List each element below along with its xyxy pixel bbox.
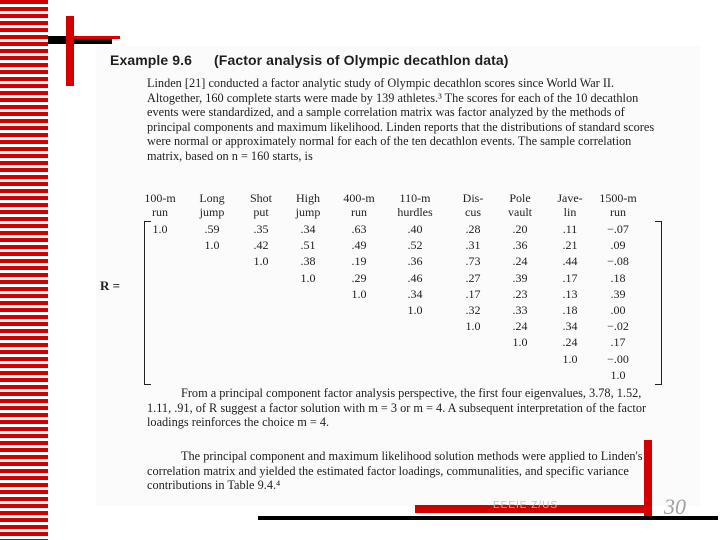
column-header-line: run: [351, 205, 367, 219]
matrix-cell: .63: [351, 222, 367, 236]
column-header: [283, 191, 333, 219]
matrix-cell: −.02: [607, 319, 629, 334]
example-title: (Factor analysis of Olympic decathlon data): [214, 52, 509, 68]
matrix-cell: .34: [562, 319, 578, 334]
matrix-cell: 1.0: [300, 270, 316, 285]
matrix-cell: .29: [351, 270, 367, 285]
column-header-line: run: [152, 205, 168, 219]
matrix-cell: 1.0: [512, 335, 528, 350]
matrix-cell: .34: [300, 222, 316, 236]
matrix-cell: 1.0: [152, 222, 168, 236]
matrix-cell: .27: [465, 270, 481, 285]
footer-bar-red-vertical: [644, 440, 652, 516]
intro-paragraph: Linden [21] conducted a factor analytic study of Olympic decathlon scores since World War II. Altogether, 160 complete starts were made by 139 athletes.³ The scores for each of the 10 decathlon events were standardized, and a sample correlation matrix was factor analyzed by the methods of principal components and maximum likelihood. Linden reports that the distributions of standard scores were normal or approximately normal for each of the ten decathlon events. The sample correlation matrix, based on n = 160 starts, is: [147, 76, 655, 163]
column-header-line: 400-m: [343, 191, 375, 205]
matrix-cell: 1.0: [407, 303, 423, 317]
matrix-cell: .36: [512, 238, 528, 253]
matrix-cell: −.07: [607, 222, 629, 236]
column-header: [236, 191, 286, 219]
column-header-line: 100-m: [144, 191, 176, 205]
matrix-cell: .49: [351, 238, 367, 253]
matrix-cell: −.08: [607, 254, 629, 269]
matrix-cell: .44: [562, 254, 578, 269]
matrix-cell: 1.0: [465, 319, 481, 334]
matrix-cell: .28: [465, 222, 481, 236]
column-header-line: 1500-m: [599, 191, 637, 205]
column-header-line: Pole: [509, 191, 531, 205]
matrix-cell: .39: [610, 286, 626, 301]
matrix-cell: .09: [610, 238, 626, 253]
matrix-cell: 1.0: [610, 367, 626, 382]
column-header: [187, 191, 237, 219]
matrix-cell: .18: [562, 303, 578, 317]
column-header: [334, 191, 384, 219]
matrix-cell: .13: [562, 286, 578, 301]
footer-bar-black: [258, 516, 718, 520]
column-header-line: jump: [295, 205, 321, 219]
matrix-bracket-right: [655, 221, 662, 385]
matrix-cell: .20: [512, 222, 528, 236]
matrix-cell: .24: [512, 254, 528, 269]
accent-bar-red-horizontal: [74, 36, 120, 39]
matrix-cell: .73: [465, 254, 481, 269]
matrix-cell: 1.0: [562, 351, 578, 366]
matrix-cell: .00: [610, 303, 626, 317]
matrix-cell: .38: [300, 254, 316, 269]
column-header-line: cus: [465, 205, 481, 219]
matrix-cell: .11: [562, 222, 578, 236]
example-number: Example 9.6: [110, 52, 193, 68]
matrix-cell: .23: [512, 286, 528, 301]
matrix-cell: .31: [465, 238, 481, 253]
column-header-line: vault: [508, 205, 532, 219]
matrix-cell: .17: [610, 335, 626, 350]
matrix-cell: 1.0: [204, 238, 220, 253]
column-header: [495, 191, 545, 219]
matrix-cell: .17: [465, 286, 481, 301]
footer-text: EEEIE Z/US: [493, 500, 559, 511]
example-heading: [110, 52, 509, 68]
page-number: 30: [664, 494, 686, 519]
matrix-cell: .59: [204, 222, 220, 236]
matrix-cell: .32: [465, 303, 481, 317]
matrix-cell: .24: [562, 335, 578, 350]
matrix-cell: 1.0: [351, 286, 367, 301]
decorative-stripes: [0, 0, 48, 540]
column-header: [545, 191, 595, 219]
matrix-cell: .24: [512, 319, 528, 334]
matrix-bracket-left: [144, 221, 151, 385]
column-header-line: hurdles: [397, 205, 433, 219]
matrix-label: R =: [100, 278, 121, 293]
matrix-cell: .18: [610, 270, 626, 285]
column-header-line: Long: [199, 191, 225, 205]
column-header-line: run: [610, 205, 626, 219]
solution-paragraph: The principal component and maximum likelihood solution methods were applied to Linden's correlation matrix and yielded the estimated factor loadings, communalities, and specific variance contributions in Table 9.4.⁴: [147, 449, 643, 492]
column-header: [390, 191, 440, 219]
matrix-cell: .36: [407, 254, 423, 269]
column-header-line: lin: [563, 205, 577, 219]
matrix-cell: .35: [253, 222, 269, 236]
eigenvalue-paragraph: From a principal component factor analysis perspective, the first four eigenvalues, 3.78, 1.52, 1.11, .91, of R suggest a factor solution with m = 3 or m = 4. A subsequent interpretation of the factor loadings reinforces the choice m = 4.: [147, 386, 647, 429]
column-header-line: jump: [199, 205, 225, 219]
matrix-cell: .17: [562, 270, 578, 285]
column-header-line: High: [296, 191, 320, 205]
accent-bar-red-vertical: [66, 16, 74, 86]
matrix-cell: .52: [407, 238, 423, 253]
column-header: [448, 191, 498, 219]
column-header-line: Dis-: [462, 191, 484, 205]
matrix-cell: .39: [512, 270, 528, 285]
matrix-cell: 1.0: [253, 254, 269, 269]
matrix-cell: .46: [407, 270, 423, 285]
column-header-line: Shot: [249, 191, 272, 205]
matrix-cell: .42: [253, 238, 269, 253]
matrix-cell: .21: [562, 238, 578, 253]
column-header-line: put: [253, 205, 269, 219]
column-header-line: Jave-: [557, 191, 583, 205]
matrix-cell: −.00: [607, 351, 629, 366]
matrix-cell: .34: [407, 286, 423, 301]
matrix-cell: .19: [351, 254, 367, 269]
column-header: [135, 191, 185, 219]
scanned-page: [96, 46, 700, 506]
column-header-line: 110-m: [399, 191, 431, 205]
matrix-cell: .40: [407, 222, 423, 236]
column-header: [593, 191, 643, 219]
matrix-cell: .51: [300, 238, 316, 253]
matrix-cell: .33: [512, 303, 528, 317]
